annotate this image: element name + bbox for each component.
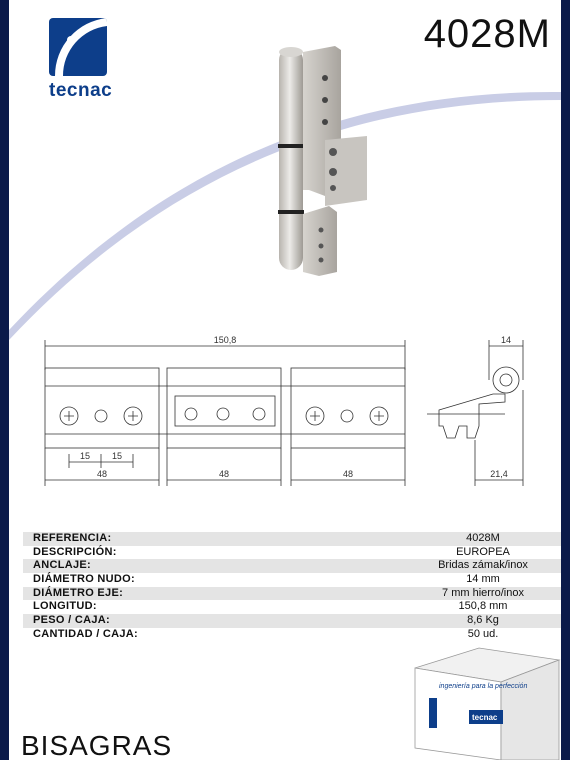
spec-label: DIÁMETRO EJE:	[33, 586, 124, 599]
brand-name: tecnac	[49, 80, 113, 101]
hinge-product-image	[249, 40, 379, 280]
spec-table	[23, 532, 561, 642]
technical-drawing	[9, 330, 561, 490]
product-code: 4028M	[423, 12, 551, 56]
spec-label: DIÁMETRO NUDO:	[33, 573, 135, 586]
spec-row	[23, 559, 561, 573]
spec-value: EUROPEA	[456, 545, 510, 558]
spec-value: 50 ud.	[467, 627, 499, 640]
dim-total-length: 150,8	[213, 335, 237, 345]
spec-row	[23, 546, 561, 560]
dim-side-offset: 21,4	[490, 469, 508, 479]
spec-row	[23, 573, 561, 587]
spec-row	[23, 614, 561, 628]
spec-row	[23, 587, 561, 601]
dim-pitch-left: 15	[79, 451, 91, 461]
spec-value: 4028M	[466, 532, 500, 544]
logo-mark-icon	[49, 18, 107, 76]
dim-segment-right: 48	[342, 469, 354, 479]
spec-value: Bridas zámak/inox	[438, 559, 528, 572]
spec-label: DESCRIPCIÓN:	[33, 545, 117, 558]
spec-label: REFERENCIA:	[33, 532, 112, 544]
spec-label: LONGITUD:	[33, 600, 97, 613]
product-sheet	[9, 0, 561, 760]
dim-pitch-right: 15	[111, 451, 123, 461]
spec-value: 7 mm hierro/inox	[442, 586, 524, 599]
box-logo-mark-icon	[429, 698, 437, 728]
spec-value: 14 mm	[466, 573, 500, 586]
spec-row	[23, 532, 561, 546]
dim-segment-middle: 48	[218, 469, 230, 479]
spec-row	[23, 600, 561, 614]
box-brand: tecnac	[472, 713, 498, 722]
dim-segment-left: 48	[96, 469, 108, 479]
packaging-box-image	[409, 640, 561, 760]
spec-label: PESO / CAJA:	[33, 614, 110, 627]
dim-eye-diameter: 14	[500, 335, 512, 345]
brand-logo	[49, 18, 113, 101]
spec-label: ANCLAJE:	[33, 559, 92, 572]
category-title: BISAGRAS	[21, 730, 173, 760]
box-slogan: ingeniería para la perfección	[439, 683, 528, 690]
spec-value: 150,8 mm	[458, 600, 508, 613]
spec-value: 8,6 Kg	[467, 614, 499, 627]
spec-label: CANTIDAD / CAJA:	[33, 627, 139, 640]
